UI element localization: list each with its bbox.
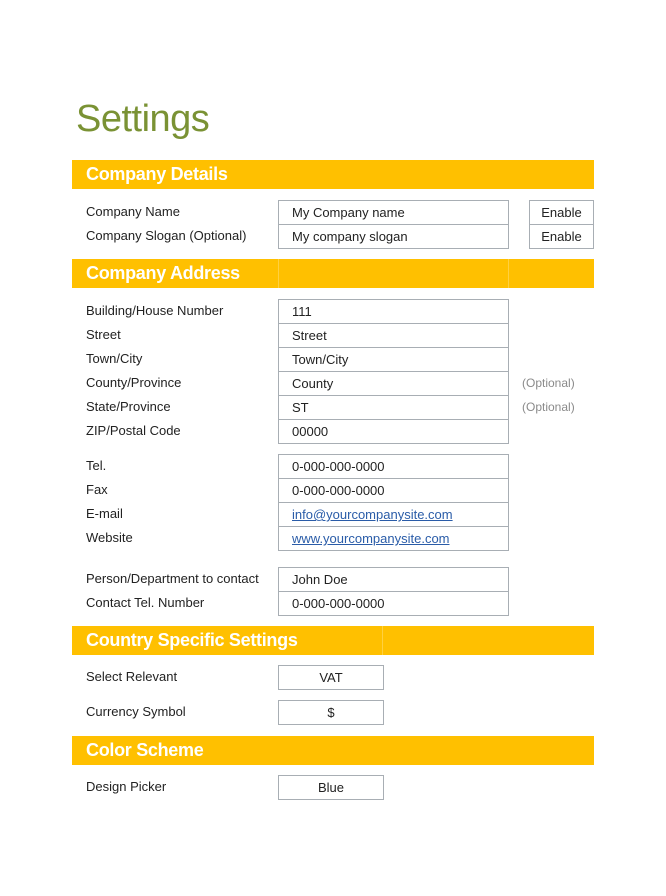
section-country-settings [72,626,594,655]
section-company-address [72,259,594,288]
tel-field[interactable]: 0-000-000-0000 [278,454,509,479]
company-name-enable-button[interactable]: Enable [529,200,594,225]
zip-label: ZIP/Postal Code [86,423,181,438]
website-field[interactable]: www.yourcompanysite.com [278,526,509,551]
company-slogan-field[interactable]: My company slogan [278,224,509,249]
building-label: Building/House Number [86,303,224,318]
design-picker-dropdown[interactable]: Blue [278,775,384,800]
state-label: State/Province [86,399,171,414]
section-title: Country Specific Settings [86,630,298,650]
website-label: Website [86,530,133,545]
contact-tel-field[interactable]: 0-000-000-0000 [278,591,509,616]
section-company-details [72,160,594,189]
currency-symbol-label: Currency Symbol [86,704,186,719]
street-field[interactable]: Street [278,323,509,348]
town-label: Town/City [86,351,143,366]
email-label: E-mail [86,506,123,521]
band-divider [382,626,383,655]
fax-field[interactable]: 0-000-000-0000 [278,478,509,503]
email-field[interactable]: info@yourcompanysite.com [278,502,509,527]
person-field[interactable]: John Doe [278,567,509,592]
band-divider [508,259,509,288]
town-field[interactable]: Town/City [278,347,509,372]
section-color-scheme [72,736,594,765]
person-label: Person/Department to contact [86,571,259,586]
design-picker-label: Design Picker [86,779,167,794]
company-slogan-enable-button[interactable]: Enable [529,224,594,249]
street-label: Street [86,327,121,342]
state-optional-hint: (Optional) [522,400,575,414]
contact-tel-label: Contact Tel. Number [86,595,205,610]
company-slogan-label: Company Slogan (Optional) [86,228,247,243]
currency-symbol-field[interactable]: $ [278,700,384,725]
section-title: Color Scheme [86,740,204,760]
zip-field[interactable]: 00000 [278,419,509,444]
page-title: Settings [76,98,210,140]
band-divider [278,259,279,288]
county-label: County/Province [86,375,182,390]
select-relevant-label: Select Relevant [86,669,178,684]
company-name-label: Company Name [86,204,180,219]
building-field[interactable]: 111 [278,299,509,324]
company-name-field[interactable]: My Company name [278,200,509,225]
county-optional-hint: (Optional) [522,376,575,390]
section-title: Company Address [86,263,240,283]
section-title: Company Details [86,164,228,184]
state-field[interactable]: ST [278,395,509,420]
tel-label: Tel. [86,458,107,473]
select-relevant-dropdown[interactable]: VAT [278,665,384,690]
fax-label: Fax [86,482,108,497]
county-field[interactable]: County [278,371,509,396]
